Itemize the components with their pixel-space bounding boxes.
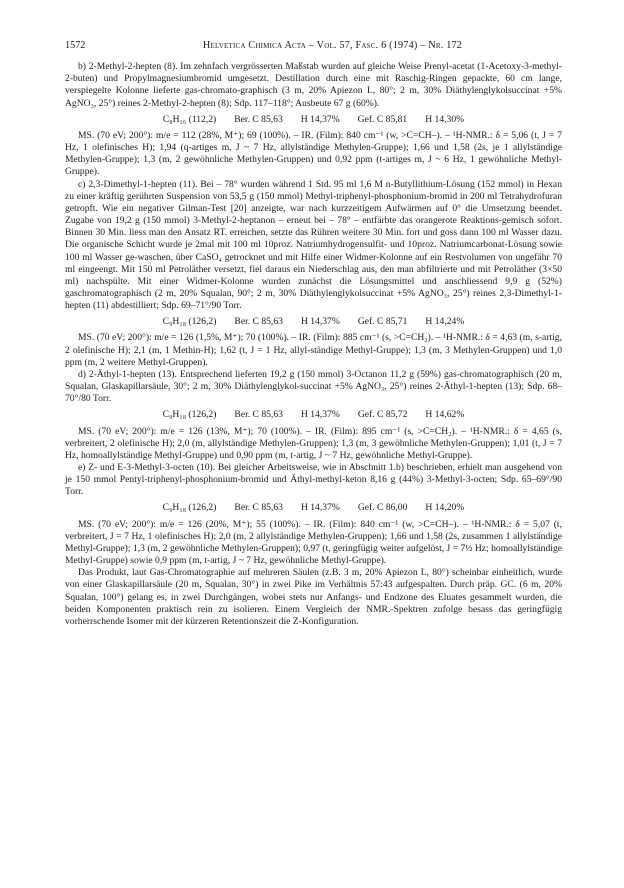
section-e-paragraph: e) Z- und E-3-Methyl-3-octen (10). Bei gleicher Arbeitsweise, wie in Abschnitt 1.b) beschrieben, erhielt man ausgehend von je 150 mmol Pentyl-triphenyl-phosphonium-bromid und Äthyl-methyl-keton 8,16 g (44%) 3-Methyl-3-octen; Sdp. 65–69°/90 Torr. [65, 462, 562, 498]
page-number: 1572 [65, 40, 86, 51]
calculated-hydrogen: H 14,37% [300, 316, 340, 328]
found-hydrogen: H 14,24% [425, 316, 465, 328]
section-e-spectra: MS. (70 eV; 200°): m/e = 126 (20%, M⁺); 55 (100%). – IR. (Film): 840 cm⁻¹ (w, >C=CH–). – ¹H-NMR.: δ = 5,07 (t, verbreitert, J = 7 Hz, 1 olefinisches H); 2,0 (m, 2 allylständige Methylen-Gruppen); 1,66 und 1,58 (2s, zusammen 1 allylständige Methyl-Gruppe); 1,3 (m, 2 gewöhnliche Methylen-Gruppen); 0,97 (t, geringfügig weiter aufgelöst, J = 7½ Hz; homoallylständige Methyl-Gruppe) sowie 0,9 ppm (m, t-artig, J ~ 7 Hz, gewöhnliche Methyl-Gruppe). [65, 518, 562, 567]
found-carbon: Gef. C 85,72 [357, 409, 408, 421]
molecular-formula: C₉H₁₈ (126,2) [162, 316, 217, 328]
running-header [65, 40, 562, 52]
elemental-analysis-10 [65, 502, 562, 514]
section-c-spectra: MS. (70 eV; 200°): m/e = 126 (1,5%, M⁺); 70 (100%). – IR. (Film): 885 cm⁻¹ (s, >C=CH₂). – ¹H-NMR.: δ = 4,63 (m, s-artig, 2 olefinische H); 2,1 (m, 1 Methin-H); 1,62 (t, J = 1 Hz, allyl-ständige Methyl-Gruppe); 1,3 (m, 3 Methylen-Gruppen) und 1,0 ppm (m, 2 weitere Methyl-Gruppen). [65, 332, 562, 368]
molecular-formula: C₉H₁₈ (126,2) [162, 409, 217, 421]
journal-title: Helvetica Chimica Acta – Vol. 57, Fasc. 6 (1974) – Nr. 172 [202, 40, 463, 51]
found-hydrogen: H 14,20% [425, 502, 465, 514]
elemental-analysis-13 [65, 409, 562, 421]
section-e-product-paragraph: Das Produkt, laut Gas-Chromatographie auf mehreren Säulen (z.B. 3 m, 20% Apiezon L, 80°) scheinbar einheitlich, wurde von einer Glaskapillarsäule (20 m, Squalan, 30°) in zwei Pike im Verhältnis 57:43 aufgespalten. Durch präp. GC. (6 m, 20% Squalan, 100°) gelang es, in zwei Durchgängen, wobei stets nur Anfangs- und Endzone des Eluates gesammelt wurden, die beiden Komponenten praktisch rein zu isolieren. Einem Vergleich der NMR.-Spektren zufolge besass das geringfügig vorherrschende Isomer mit der kürzeren Retentionszeit die Z-Konfiguration. [65, 567, 562, 627]
found-carbon: Gef. C 86,00 [357, 502, 408, 514]
section-b-spectra: MS. (70 eV; 200°): m/e = 112 (28%, M⁺); 69 (100%). – IR. (Film): 840 cm⁻¹ (w, >C=CH–). – ¹H-NMR.: δ = 5,06 (t, J = 7 Hz, 1 olefinisches H); 1,94 (q-artiges m, J ~ 7 Hz, allylständige Methylen-Gruppe); 1,66 und 1,58 (2s, je 1 allylständige Methylen-Gruppe); 1,3 (m, 2 gewöhnliche Methylen-Gruppen) und 0,92 ppm (t-artiges m, J ~ 6 Hz, 1 gewöhnliche Methyl-Gruppe). [65, 129, 562, 178]
calculated-hydrogen: H 14,37% [300, 409, 340, 421]
elemental-analysis-8 [65, 114, 562, 126]
section-d-paragraph: d) 2-Äthyl-1-hepten (13). Entsprechend lieferten 19,2 g (150 mmol) 3-Octanon 11,2 g (59%) gas-chromatographisch (20 m, Squalan, Glaskapillarsäule, 30°; 2 m, 30% Diäthylenglykol-succinat +5% AgNO₃, 25°) reines 2-Äthyl-1-hepten (13); Sdp. 68–70°/80 Torr. [65, 368, 562, 405]
calculated-carbon: Ber. C 85,63 [234, 502, 283, 514]
found-hydrogen: H 14,62% [425, 409, 465, 421]
calculated-carbon: Ber. C 85,63 [234, 409, 283, 421]
molecular-formula: C₉H₁₈ (126,2) [162, 502, 217, 514]
section-c-paragraph: c) 2,3-Dimethyl-1-hepten (11). Bei – 78° wurden während 1 Std. 95 ml 1,6 M n-Butyllithium-Lösung (152 mmol) in Hexan zu einer kräftig gerührten Suspension von 53,5 g (150 mmol) Methyl-triphenyl-phosphonium-bromid in 200 ml Tetrahydrofuran getropft. Wie ein negativer Gilman-Test [20] anzeigte, war nach kurzzeitigem Aufwärmen auf 0° die Umsetzung beendet. Zugabe von 19,2 g (150 mmol) 3-Methyl-2-heptanon – erneut bei – 78° – entfärbte das orangerote Reaktions-gemisch sofort. Binnen 30 Min. liess man den Ansatz RT. erreichen, setzte das Rühren weitere 30 Min. fort und goss dann 100 ml Wasser dazu. Die organische Schicht wurde je 2mal mit 100 ml 10proz. Natriumhydrogensulfit- und 10proz. Natriumcarbonat-Lösung sowie 100 ml Wasser ge-waschen, über CaSO₄ getrocknet und mit Hilfe einer Widmer-Kolonne auf ein Restvolumen von ungefähr 70 ml eingeengt. Mit 150 ml Petroläther versetzt, fiel daraus ein Niederschlag aus, den man abfiltrierte und mit Petroläther (3×50 ml) nachspülte. Mit einer Widmer-Kolonne wurden zunächst die Lösungsmittel und anschliessend 9,9 g (52%) gaschromatographisch (2 m, 20% Squalan, 90°; 2 m, 30% Diäthylenglykolsuccinat +5% AgNO₃, 25°) reines 2,3-Dimethyl-1-hepten (11) abdestilliert; Sdp. 69–71°/90 Torr. [65, 178, 562, 312]
calculated-hydrogen: H 14,37% [300, 113, 340, 125]
found-carbon: Gef. C 85,81 [357, 113, 408, 125]
calculated-hydrogen: H 14,37% [300, 502, 340, 514]
calculated-carbon: Ber. C 85,63 [234, 113, 283, 125]
section-b-paragraph: b) 2-Methyl-2-hepten (8). Im zehnfach vergrösserten Maßstab wurden auf gleiche Weise Prenyl-acetat (1-Acetoxy-3-methyl-2-buten) und Propylmagnesiumbromid umgesetzt. Destillation durch eine mit Raschig-Ringen gepackte, 60 cm lange, verspiegelte Kolonne lieferte gas-chromato-graphisch (3 m, 20% Apiezon L, 80°; 2 m, 30% Diäthylenglykolsuccinat +5% AgNO₃, 25°) reines 2-Methyl-2-hepten (8); Sdp. 117–118°; Ausbeute 67 g (60%). [65, 61, 562, 109]
calculated-carbon: Ber. C 85,63 [234, 316, 283, 328]
found-hydrogen: H 14,30% [425, 113, 465, 125]
found-carbon: Gef. C 85,71 [357, 316, 408, 328]
molecular-formula: C₈H₁₆ (112,2) [162, 113, 217, 125]
section-d-spectra: MS. (70 eV; 200°): m/e = 126 (13%, M⁺); 70 (100%). – IR. (Film): 895 cm⁻¹ (s, >C=CH₂). – ¹H-NMR.: δ = 4,65 (s, verbreitert, 2 olefinische H); 2,0 (m, allylständige Methylen-Gruppen); 1,3 (m, 3 gewöhnliche Methylen-Gruppen); 1,01 (t, J = 7 Hz, homoallylständige Methyl-Gruppe) und 0,90 ppm (m, t-artig, J ~ 7 Hz, gewöhnliche Methyl-Gruppe). [65, 425, 562, 461]
elemental-analysis-11 [65, 316, 562, 328]
